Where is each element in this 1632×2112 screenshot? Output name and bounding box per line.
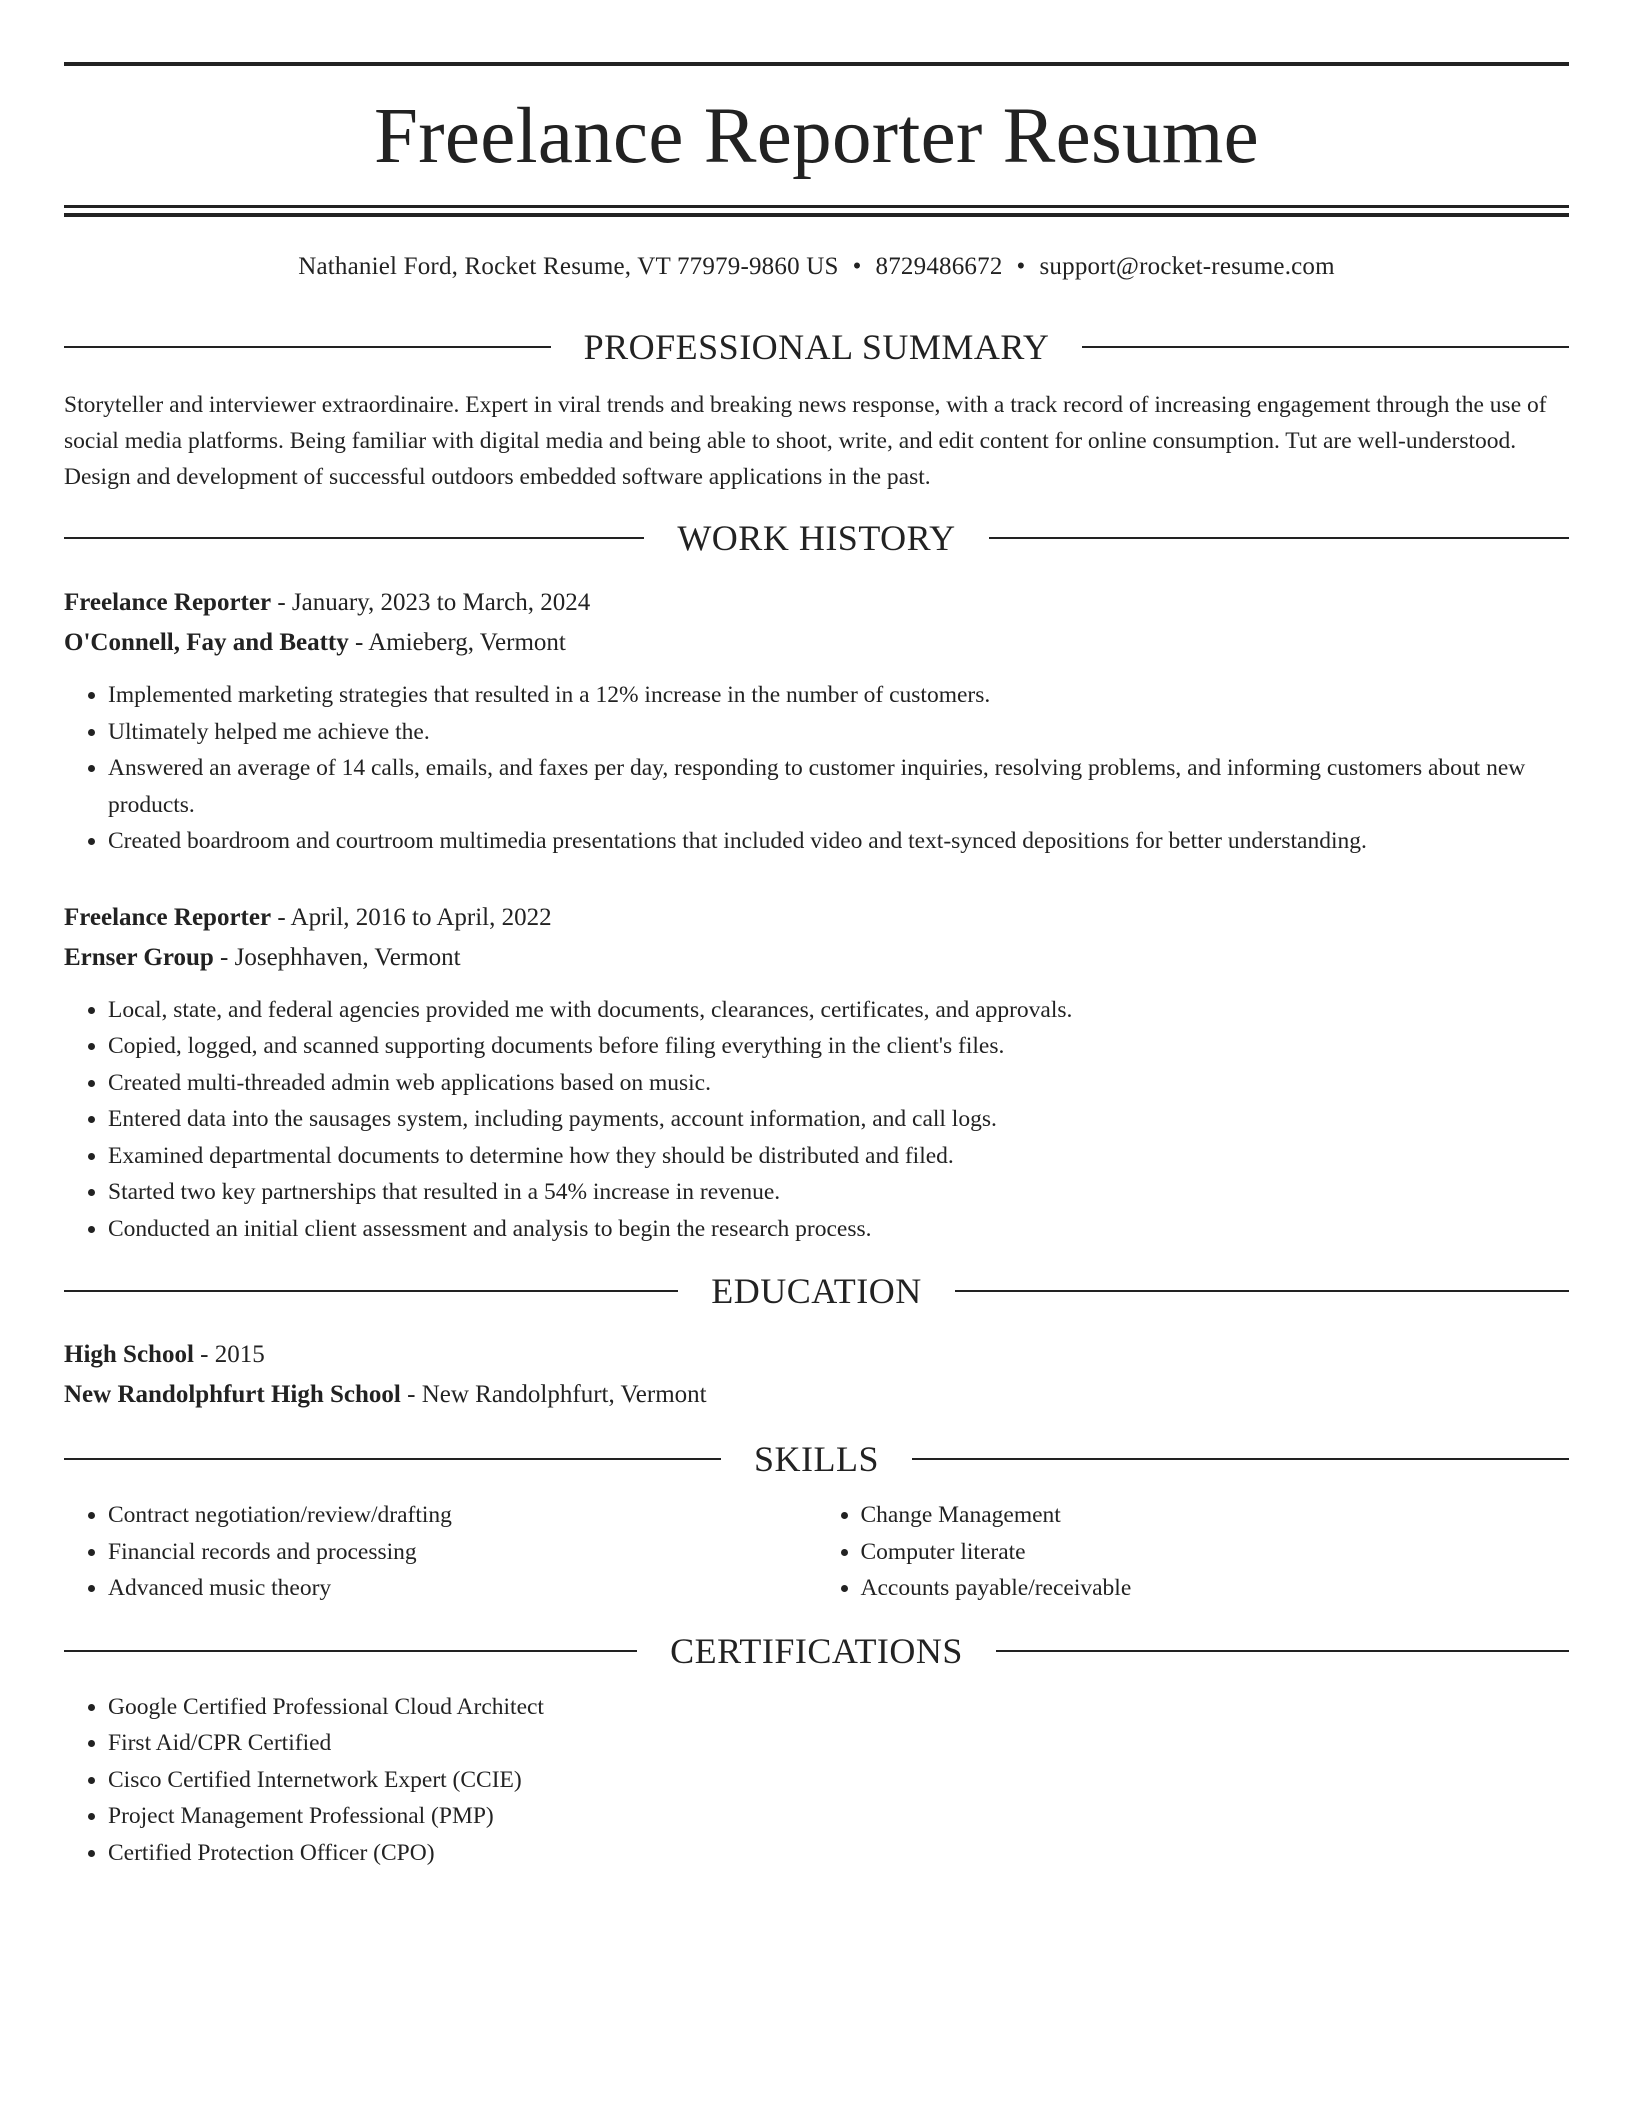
list-item: • Copied, logged, and scanned supporting documents before filing everything in the client's files. [108, 1028, 1569, 1065]
certifications-list [64, 1689, 1569, 1872]
contact-line [64, 249, 1569, 285]
section-rule-left [64, 1290, 678, 1292]
job-entry [64, 898, 1569, 1248]
list-item: • Entered data into the sausages system, including payments, account information, and call logs. [108, 1101, 1569, 1138]
top-rule [64, 62, 1569, 66]
section-title-education: EDUCATION [711, 1271, 922, 1311]
resume-title: Freelance Reporter Resume [374, 93, 1259, 180]
list-item: • Certified Protection Officer (CPO) [108, 1835, 1569, 1872]
list-item: • Cisco Certified Internetwork Expert (CCIE) [108, 1762, 1569, 1799]
list-item: • Change Management [861, 1497, 1570, 1534]
list-item: • Accounts payable/receivable [861, 1570, 1570, 1607]
job-company-line [64, 938, 1569, 978]
list-item: • Project Management Professional (PMP) [108, 1798, 1569, 1835]
job-title-line [64, 898, 1569, 938]
title-double-rule [64, 205, 1569, 217]
section-rule-left [64, 1650, 637, 1652]
section-title-summary: PROFESSIONAL SUMMARY [583, 327, 1050, 367]
job-location: - Josephhaven, Vermont [213, 943, 461, 971]
skills-list-left [64, 1497, 817, 1607]
job-entry [64, 583, 1569, 860]
section-header-certifications [64, 1629, 1569, 1673]
education-degree-line [64, 1335, 1569, 1375]
section-rule-left [64, 537, 644, 539]
section-rule-right [912, 1458, 1569, 1460]
list-item: • Contract negotiation/review/drafting [108, 1497, 817, 1534]
contact-phone: 8729486672 [875, 253, 1003, 280]
section-rule-right [1082, 346, 1569, 348]
skills-list-right [817, 1497, 1570, 1607]
list-item: • Financial records and processing [108, 1534, 817, 1571]
list-item: • Created multi-threaded admin web applications based on music. [108, 1065, 1569, 1102]
list-item: • Answered an average of 14 calls, emails, and faxes per day, responding to customer inquiries, resolving problems, and informing customers about new products. [108, 750, 1569, 823]
job-dates: - April, 2016 to April, 2022 [271, 903, 552, 931]
section-rule-left [64, 1458, 721, 1460]
section-header-skills [64, 1437, 1569, 1481]
list-item: • Local, state, and federal agencies provided me with documents, clearances, certificates, and approvals. [108, 992, 1569, 1029]
contact-separator: • [852, 253, 862, 280]
education-year: - 2015 [193, 1341, 265, 1368]
section-header-education [64, 1269, 1569, 1313]
job-bullets [64, 992, 1569, 1248]
skills-grid [64, 1497, 1569, 1607]
job-bullets [64, 677, 1569, 860]
education-entry [64, 1335, 1569, 1415]
section-rule-right [955, 1290, 1569, 1292]
contact-separator: • [1016, 253, 1026, 280]
education-school-line [64, 1375, 1569, 1415]
section-rule-right [989, 537, 1569, 539]
list-item: • Implemented marketing strategies that resulted in a 12% increase in the number of customers. [108, 677, 1569, 714]
job-company-line [64, 623, 1569, 663]
list-item: • Started two key partnerships that resulted in a 54% increase in revenue. [108, 1174, 1569, 1211]
list-item: • Examined departmental documents to determine how they should be distributed and filed. [108, 1138, 1569, 1175]
section-title-work: WORK HISTORY [677, 518, 956, 558]
contact-email: support@rocket-resume.com [1039, 253, 1335, 280]
section-title-certifications: CERTIFICATIONS [670, 1630, 963, 1671]
job-title: Freelance Reporter [64, 589, 272, 616]
list-item: • First Aid/CPR Certified [108, 1725, 1569, 1762]
list-item: • Google Certified Professional Cloud Architect [108, 1689, 1569, 1726]
section-header-work [64, 516, 1569, 560]
job-company: Ernser Group [64, 943, 214, 971]
job-company: O'Connell, Fay and Beatty [64, 629, 349, 656]
list-item: • Advanced music theory [108, 1570, 817, 1607]
education-location: - New Randolphfurt, Vermont [400, 1381, 707, 1408]
section-title-skills: SKILLS [754, 1439, 880, 1479]
education-school: New Randolphfurt High School [64, 1381, 401, 1408]
summary-text: Storyteller and interviewer extraordinaire. Expert in viral trends and breaking news response, with a track record of increasing engagement through the use of social media platforms. Being familiar with digital media and being able to shoot, write, and edit content for online consumption. Tut are well-understood. Design and development of successful outdoors embedded software applications in the past. [64, 392, 1547, 490]
job-dates: - January, 2023 to March, 2024 [271, 589, 591, 616]
job-location: - Amieberg, Vermont [348, 629, 566, 656]
list-item: • Ultimately helped me achieve the. [108, 714, 1569, 751]
job-title-line [64, 583, 1569, 623]
list-item: • Created boardroom and courtroom multimedia presentations that included video and text-synced depositions for better understanding. [108, 823, 1569, 860]
section-header-summary [64, 325, 1569, 369]
education-degree: High School [64, 1341, 194, 1368]
list-item: • Conducted an initial client assessment and analysis to begin the research process. [108, 1211, 1569, 1248]
job-title: Freelance Reporter [64, 903, 272, 931]
contact-address: Nathaniel Ford, Rocket Resume, VT 77979-9860 US [298, 253, 839, 280]
section-rule-right [996, 1650, 1569, 1652]
section-rule-left [64, 346, 551, 348]
list-item: • Computer literate [861, 1534, 1570, 1571]
